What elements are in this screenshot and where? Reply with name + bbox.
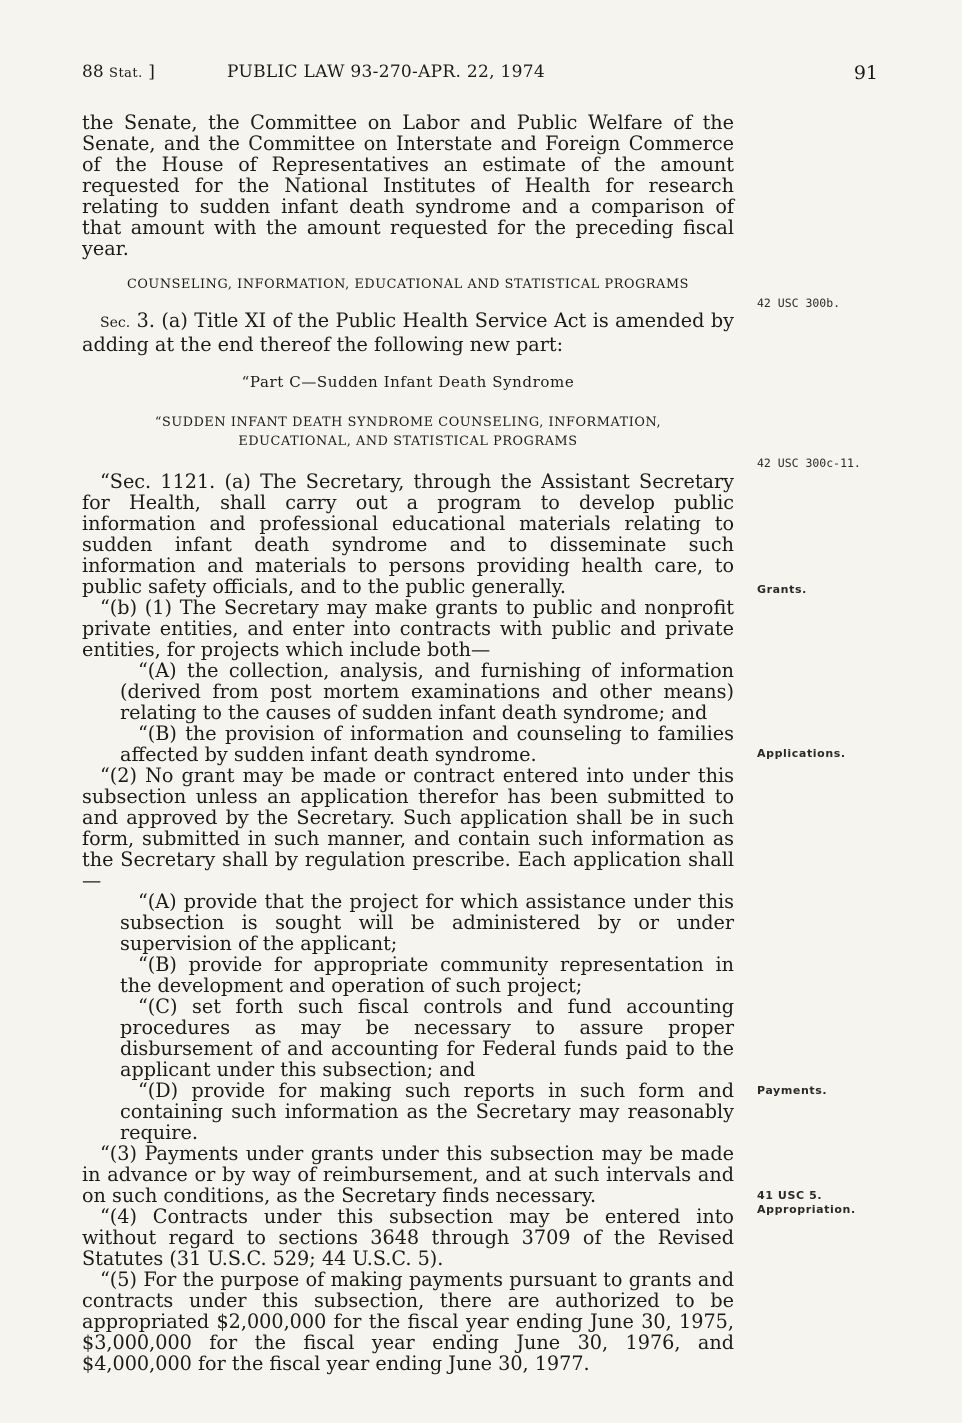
stat-bracket: ] (148, 62, 155, 82)
margin-note-applications: Applications. (757, 747, 846, 760)
margin-note-usc-300c11: 42 USC 300c-11. (757, 456, 861, 470)
subsection-b2-B: “(B) provide for appropriate community representation in the development and operation of such project; (120, 953, 734, 997)
margin-note-usc-41-5: 41 USC 5. (757, 1189, 823, 1202)
subsection-b5: “(5) For the purpose of making payments pursuant to grants and contracts under this subsection, there are authorized to be appropriated $2,000,000 for the fiscal year ending June 30, 1975, $3,000,000 for the fiscal year ending June 30, 1976, and $4,000,000 for the fiscal year ending June 30, 1977. (82, 1268, 734, 1375)
sec-3-text: 3. (a) Title XI of the Public Health Service Act is amended by adding at the end thereof the following new part: (82, 309, 734, 356)
running-title: PUBLIC LAW 93-270-APR. 22, 1974 (227, 62, 546, 82)
margin-note-usc-300b: 42 USC 300b. (757, 296, 841, 310)
stat-label: Stat. (109, 66, 143, 81)
page-number: 91 (853, 62, 878, 84)
subsection-b2: “(2) No grant may be made or contract entered into under this subsection unless an application therefor has been submitted to and approved by the Secretary. Such application shall be in such form, submitted in such manner, and contain such information as the Secretary shall by regulation prescribe. Each application shall— (82, 764, 734, 892)
subsection-b2-D: “(D) provide for making such reports in such form and containing such information as the Secretary may reasonably require. (120, 1079, 734, 1144)
section-3-paragraph (82, 310, 734, 355)
subsection-b2-A: “(A) provide that the project for which assistance under this subsection is sought will be administered by or under supervision of the applicant; (120, 890, 734, 955)
subsection-b3: “(3) Payments under grants under this subsection may be made in advance or by way of reimbursement, and at such intervals and on such conditions, as the Secretary finds necessary. (82, 1142, 734, 1207)
subpart-heading-line1: “SUDDEN INFANT DEATH SYNDROME COUNSELING, INFORMATION, (154, 415, 662, 430)
subsection-b1-A: “(A) the collection, analysis, and furnishing of information (derived from post mortem examinations and other means) relating to the causes of sudden infant death syndrome; and (120, 659, 734, 724)
part-heading: “Part C—Sudden Infant Death Syndrome (241, 373, 575, 391)
sec-label: Sec. (100, 315, 131, 331)
page-header (82, 62, 882, 86)
stat-volume: 88 (82, 62, 104, 82)
document-body (82, 112, 734, 1374)
paragraph-continuation: the Senate, the Committee on Labor and Public Welfare of the Senate, and the Committee on Interstate and Foreign Commerce of the House of Representatives an estimate of the amount requested for the National Institutes of Health for research relating to sudden infant death syndrome and a comparison of that amount with the amount requested for the preceding fiscal year. (82, 111, 734, 260)
margin-note-payments: Payments. (757, 1084, 828, 1097)
margin-note-grants: Grants. (757, 583, 807, 596)
subsection-b1-B: “(B) the provision of information and counseling to families affected by sudden infant death syndrome. (120, 722, 734, 766)
section-1121-a: “Sec. 1121. (a) The Secretary, through the Assistant Secretary for Health, shall carry out a program to develop public information and professional educational materials relating to sudden infant death syndrome and to disseminate such information and materials to persons providing health care, to public safety officials, and to the public generally. (82, 470, 734, 598)
subpart-heading-line2: EDUCATIONAL, AND STATISTICAL PROGRAMS (238, 434, 578, 449)
statute-reference (82, 62, 155, 82)
subsection-b1: “(b) (1) The Secretary may make grants to public and nonprofit private entities, and enter into contracts with public and private entities, for projects which include both— (82, 596, 734, 661)
section-heading: COUNSELING, INFORMATION, EDUCATIONAL AND STATISTICAL PROGRAMS (126, 277, 690, 292)
subsection-b4: “(4) Contracts under this subsection may be entered into without regard to sections 3648 through 3709 of the Revised Statutes (31 U.S.C. 529; 44 U.S.C. 5). (82, 1205, 734, 1270)
subsection-b2-C: “(C) set forth such fiscal controls and fund accounting procedures as may be necessary to assure proper disbursement of and accounting for Federal funds paid to the applicant under this subsection; and (120, 995, 734, 1081)
margin-note-appropriation: Appropriation. (757, 1203, 856, 1216)
